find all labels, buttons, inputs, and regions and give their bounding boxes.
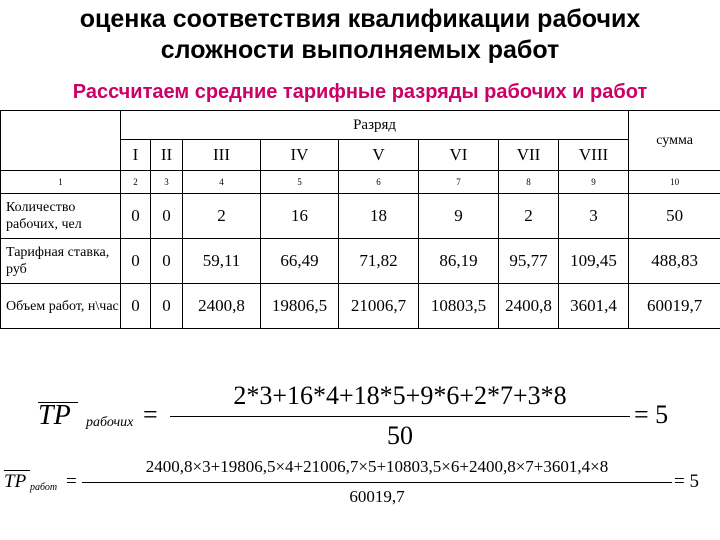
table-cell: 3601,4 xyxy=(559,284,629,329)
column-number: 3 xyxy=(151,171,183,194)
formula-numerator: 2*3+16*4+18*5+9*6+2*7+3*8 xyxy=(233,381,567,410)
grade-table xyxy=(0,110,720,329)
table-row-rate xyxy=(1,239,720,284)
column-number: 2 xyxy=(121,171,151,194)
table-cell: 95,77 xyxy=(499,239,559,284)
column-number: 10 xyxy=(629,171,720,194)
table-cell: 19806,5 xyxy=(261,284,339,329)
fraction-bar xyxy=(170,416,630,417)
grade-header: III xyxy=(183,140,261,171)
grade-header: V xyxy=(339,140,419,171)
table-cell: 0 xyxy=(151,194,183,239)
table-cell: 10803,5 xyxy=(419,284,499,329)
slide-title xyxy=(0,4,720,66)
formula-workers xyxy=(0,380,720,452)
table-cell: 0 xyxy=(151,239,183,284)
table-cell: 109,45 xyxy=(559,239,629,284)
row-label: Тарифная ставка, руб xyxy=(1,239,121,284)
table-cell: 2400,8 xyxy=(499,284,559,329)
table-cell: 0 xyxy=(121,284,151,329)
sum-cell: 50 xyxy=(629,194,720,239)
group-header-razryad: Разряд xyxy=(121,111,629,140)
equals-sign: = xyxy=(143,400,158,429)
table-cell: 16 xyxy=(261,194,339,239)
row-label: Объем работ, н\час xyxy=(1,284,121,329)
grade-header: VII xyxy=(499,140,559,171)
formula-subscript: работ xyxy=(30,482,58,493)
formula-result: = 5 xyxy=(634,400,669,429)
table-cell: 59,11 xyxy=(183,239,261,284)
formula-result: = 5 xyxy=(674,471,699,492)
formula-works xyxy=(0,455,720,515)
formula-symbol: TP xyxy=(38,400,71,431)
row-label: Количество рабочих, чел xyxy=(1,194,121,239)
title-line-2: сложности выполняемых работ xyxy=(160,36,560,64)
column-number-row xyxy=(1,171,720,194)
column-number: 8 xyxy=(499,171,559,194)
table-cell: 0 xyxy=(151,284,183,329)
column-number: 6 xyxy=(339,171,419,194)
slide-subtitle: Рассчитаем средние тарифные разряды рабочих и работ xyxy=(72,81,648,103)
formula-numerator: 2400,8×3+19806,5×4+21006,7×5+10803,5×6+2400,8×7+3601,4×8 xyxy=(145,457,609,476)
title-line-1: оценка соответствия квалификации рабочих xyxy=(79,5,641,33)
formula-subscript: рабочих xyxy=(86,415,134,430)
sum-cell: 60019,7 xyxy=(629,284,720,329)
grade-header: VIII xyxy=(559,140,629,171)
table-row-workers xyxy=(1,194,720,239)
grade-header: II xyxy=(151,140,183,171)
corner-cell xyxy=(1,111,121,171)
fraction-bar xyxy=(82,482,672,483)
table-cell: 3 xyxy=(559,194,629,239)
equals-sign: = xyxy=(66,471,77,492)
table-cell: 2400,8 xyxy=(183,284,261,329)
table-row-volume xyxy=(1,284,720,329)
column-number: 1 xyxy=(1,171,121,194)
table-cell: 18 xyxy=(339,194,419,239)
table-cell: 86,19 xyxy=(419,239,499,284)
formula-denominator: 50 xyxy=(387,421,413,450)
table-cell: 2 xyxy=(183,194,261,239)
column-number: 4 xyxy=(183,171,261,194)
column-number: 9 xyxy=(559,171,629,194)
table-cell: 71,82 xyxy=(339,239,419,284)
sum-header: сумма xyxy=(629,111,720,171)
table-cell: 0 xyxy=(121,239,151,284)
column-number: 5 xyxy=(261,171,339,194)
column-number: 7 xyxy=(419,171,499,194)
table-cell: 2 xyxy=(499,194,559,239)
table-cell: 9 xyxy=(419,194,499,239)
table-cell: 21006,7 xyxy=(339,284,419,329)
formula-symbol: TP xyxy=(4,471,27,492)
grade-header: VI xyxy=(419,140,499,171)
table-cell: 0 xyxy=(121,194,151,239)
table-cell: 66,49 xyxy=(261,239,339,284)
sum-cell: 488,83 xyxy=(629,239,720,284)
formula-denominator: 60019,7 xyxy=(349,487,405,506)
grade-header: IV xyxy=(261,140,339,171)
grade-header: I xyxy=(121,140,151,171)
